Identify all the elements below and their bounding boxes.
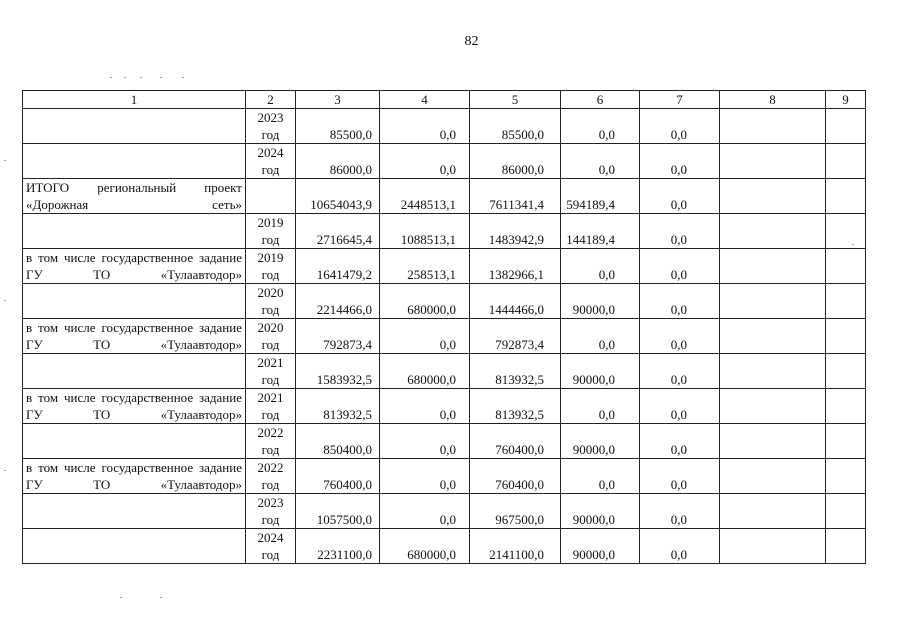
cell-col-3: 85500,0 <box>296 109 380 144</box>
cell-col-9 <box>826 354 866 389</box>
row-year: 2024 год <box>246 529 296 564</box>
cell-col-8 <box>720 424 826 459</box>
column-header: 2 <box>246 91 296 109</box>
cell-col-4: 0,0 <box>380 459 470 494</box>
row-year: 2024 год <box>246 144 296 179</box>
row-description <box>23 214 246 249</box>
cell-col-5: 85500,0 <box>470 109 561 144</box>
scan-speck <box>120 597 122 598</box>
cell-col-6: 594189,4 <box>561 179 640 214</box>
column-header: 5 <box>470 91 561 109</box>
table-row <box>23 424 866 459</box>
cell-col-5: 1444466,0 <box>470 284 561 319</box>
cell-col-6: 90000,0 <box>561 284 640 319</box>
page-number: 82 <box>464 34 479 49</box>
cell-col-6: 0,0 <box>561 389 640 424</box>
column-header: 8 <box>720 91 826 109</box>
table-row <box>23 459 866 494</box>
cell-col-4: 0,0 <box>380 494 470 529</box>
table-row <box>23 249 866 284</box>
column-header: 3 <box>296 91 380 109</box>
cell-col-5: 813932,5 <box>470 389 561 424</box>
table-row <box>23 319 866 354</box>
cell-col-5: 760400,0 <box>470 459 561 494</box>
table-row <box>23 494 866 529</box>
cell-col-6: 0,0 <box>561 319 640 354</box>
cell-col-7: 0,0 <box>640 354 720 389</box>
cell-col-3: 2716645,4 <box>296 214 380 249</box>
scan-speck <box>4 160 6 161</box>
table-row <box>23 284 866 319</box>
cell-col-3: 760400,0 <box>296 459 380 494</box>
cell-col-9 <box>826 319 866 354</box>
row-description: в том числе государственное задание ГУ ТО «Тулаавтодор» <box>23 389 246 424</box>
cell-col-4: 2448513,1 <box>380 179 470 214</box>
cell-col-6: 0,0 <box>561 144 640 179</box>
cell-col-5: 2141100,0 <box>470 529 561 564</box>
row-description <box>23 354 246 389</box>
cell-col-5: 760400,0 <box>470 424 561 459</box>
cell-col-8 <box>720 494 826 529</box>
row-description: в том числе государственное задание ГУ ТО «Тулаавтодор» <box>23 459 246 494</box>
row-year: 2020 год <box>246 319 296 354</box>
scan-speck <box>140 77 142 78</box>
scan-speck <box>160 597 162 598</box>
cell-col-9 <box>826 389 866 424</box>
table-header-row <box>23 91 866 109</box>
cell-col-3: 1641479,2 <box>296 249 380 284</box>
cell-col-6: 0,0 <box>561 459 640 494</box>
column-header: 7 <box>640 91 720 109</box>
cell-col-7: 0,0 <box>640 214 720 249</box>
cell-col-8 <box>720 214 826 249</box>
cell-col-3: 792873,4 <box>296 319 380 354</box>
cell-col-8 <box>720 179 826 214</box>
cell-col-8 <box>720 389 826 424</box>
cell-col-7: 0,0 <box>640 179 720 214</box>
row-year: 2019 год <box>246 249 296 284</box>
scan-speck <box>124 77 126 78</box>
cell-col-3: 2214466,0 <box>296 284 380 319</box>
column-header: 1 <box>23 91 246 109</box>
cell-col-6: 144189,4 <box>561 214 640 249</box>
cell-col-3: 813932,5 <box>296 389 380 424</box>
cell-col-9 <box>826 249 866 284</box>
cell-col-9 <box>826 144 866 179</box>
cell-col-9 <box>826 214 866 249</box>
cell-col-3: 86000,0 <box>296 144 380 179</box>
cell-col-3: 850400,0 <box>296 424 380 459</box>
cell-col-8 <box>720 319 826 354</box>
row-year: 2022 год <box>246 424 296 459</box>
row-year <box>246 179 296 214</box>
cell-col-8 <box>720 354 826 389</box>
column-header: 6 <box>561 91 640 109</box>
row-description <box>23 424 246 459</box>
cell-col-6: 90000,0 <box>561 424 640 459</box>
cell-col-4: 0,0 <box>380 389 470 424</box>
cell-col-6: 0,0 <box>561 109 640 144</box>
scan-speck <box>160 77 162 78</box>
cell-col-8 <box>720 144 826 179</box>
cell-col-7: 0,0 <box>640 424 720 459</box>
cell-col-6: 90000,0 <box>561 529 640 564</box>
row-year: 2021 год <box>246 354 296 389</box>
cell-col-7: 0,0 <box>640 459 720 494</box>
scan-speck <box>110 77 112 78</box>
table-row <box>23 529 866 564</box>
row-year: 2019 год <box>246 214 296 249</box>
table-row <box>23 389 866 424</box>
cell-col-9 <box>826 179 866 214</box>
cell-col-4: 680000,0 <box>380 284 470 319</box>
cell-col-7: 0,0 <box>640 249 720 284</box>
row-description: ИТОГО региональный проект «Дорожная сеть» <box>23 179 246 214</box>
cell-col-7: 0,0 <box>640 284 720 319</box>
cell-col-4: 680000,0 <box>380 529 470 564</box>
budget-table <box>22 90 866 564</box>
cell-col-7: 0,0 <box>640 529 720 564</box>
column-header: 4 <box>380 91 470 109</box>
cell-col-7: 0,0 <box>640 319 720 354</box>
cell-col-8 <box>720 529 826 564</box>
table-row <box>23 354 866 389</box>
row-description <box>23 529 246 564</box>
cell-col-4: 0,0 <box>380 319 470 354</box>
cell-col-4: 0,0 <box>380 424 470 459</box>
scan-speck <box>4 470 6 471</box>
row-year: 2021 год <box>246 389 296 424</box>
cell-col-9 <box>826 109 866 144</box>
cell-col-9 <box>826 529 866 564</box>
cell-col-3: 10654043,9 <box>296 179 380 214</box>
cell-col-8 <box>720 284 826 319</box>
row-description: в том числе государственное задание ГУ ТО «Тулаавтодор» <box>23 249 246 284</box>
cell-col-5: 86000,0 <box>470 144 561 179</box>
column-header: 9 <box>826 91 866 109</box>
cell-col-4: 680000,0 <box>380 354 470 389</box>
cell-col-6: 0,0 <box>561 249 640 284</box>
cell-col-4: 1088513,1 <box>380 214 470 249</box>
cell-col-6: 90000,0 <box>561 494 640 529</box>
cell-col-9 <box>826 424 866 459</box>
cell-col-4: 258513,1 <box>380 249 470 284</box>
cell-col-4: 0,0 <box>380 109 470 144</box>
row-description <box>23 109 246 144</box>
cell-col-7: 0,0 <box>640 109 720 144</box>
cell-col-9 <box>826 494 866 529</box>
row-description: в том числе государственное задание ГУ ТО «Тулаавтодор» <box>23 319 246 354</box>
cell-col-7: 0,0 <box>640 144 720 179</box>
table-row <box>23 109 866 144</box>
cell-col-9 <box>826 284 866 319</box>
cell-col-3: 1583932,5 <box>296 354 380 389</box>
row-description <box>23 284 246 319</box>
row-year: 2023 год <box>246 109 296 144</box>
cell-col-7: 0,0 <box>640 494 720 529</box>
table-row <box>23 144 866 179</box>
cell-col-5: 967500,0 <box>470 494 561 529</box>
cell-col-3: 1057500,0 <box>296 494 380 529</box>
row-year: 2022 год <box>246 459 296 494</box>
scan-speck <box>182 77 184 78</box>
row-year: 2020 год <box>246 284 296 319</box>
scan-speck <box>4 300 6 301</box>
cell-col-6: 90000,0 <box>561 354 640 389</box>
cell-col-7: 0,0 <box>640 389 720 424</box>
row-description <box>23 494 246 529</box>
cell-col-9 <box>826 459 866 494</box>
cell-col-5: 1483942,9 <box>470 214 561 249</box>
row-description <box>23 144 246 179</box>
cell-col-8 <box>720 249 826 284</box>
cell-col-4: 0,0 <box>380 144 470 179</box>
cell-col-8 <box>720 459 826 494</box>
cell-col-3: 2231100,0 <box>296 529 380 564</box>
cell-col-8 <box>720 109 826 144</box>
cell-col-5: 792873,4 <box>470 319 561 354</box>
cell-col-5: 1382966,1 <box>470 249 561 284</box>
cell-col-5: 813932,5 <box>470 354 561 389</box>
row-year: 2023 год <box>246 494 296 529</box>
cell-col-5: 7611341,4 <box>470 179 561 214</box>
table-row <box>23 179 866 214</box>
table-row <box>23 214 866 249</box>
